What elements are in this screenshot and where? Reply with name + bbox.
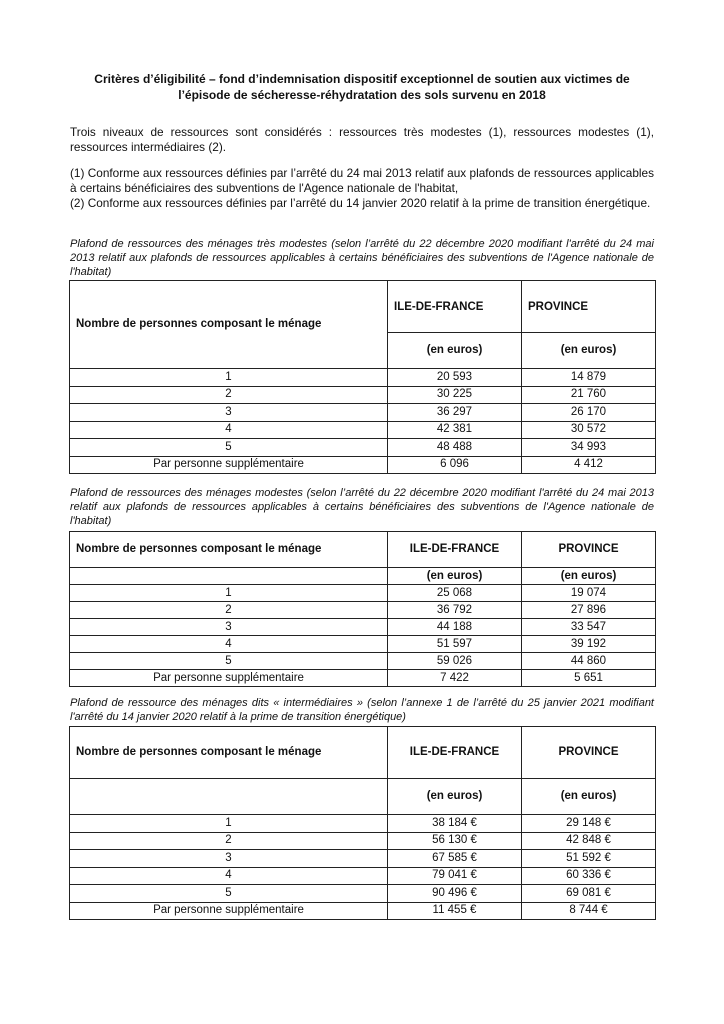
table-row (70, 902, 656, 920)
header-unit-province: (en euros) (522, 568, 656, 585)
row-province: 34 993 (522, 439, 656, 457)
row-idf: 59 026 (388, 653, 522, 670)
row-label: 1 (70, 369, 388, 387)
header-unit-province: (en euros) (522, 779, 656, 815)
row-idf: 79 041 € (388, 867, 522, 885)
row-idf: 90 496 € (388, 885, 522, 903)
row-idf: 6 096 (388, 456, 522, 474)
row-label: 2 (70, 602, 388, 619)
row-label: 3 (70, 850, 388, 868)
row-province: 5 651 (522, 670, 656, 687)
row-province: 29 148 € (522, 815, 656, 833)
row-province: 4 412 (522, 456, 656, 474)
header-unit-idf: (en euros) (388, 568, 522, 585)
row-province: 60 336 € (522, 867, 656, 885)
row-idf: 48 488 (388, 439, 522, 457)
row-label: 2 (70, 832, 388, 850)
row-province: 27 896 (522, 602, 656, 619)
note-2: (2) Conforme aux ressources définies par l’arrêté du 14 janvier 2020 relatif à la prime de transition énergétique. (70, 196, 651, 210)
table-row (70, 404, 656, 422)
row-province: 33 547 (522, 619, 656, 636)
row-label: Par personne supplémentaire (70, 456, 388, 474)
header-unit-idf: (en euros) (388, 779, 522, 815)
row-idf: 51 597 (388, 636, 522, 653)
table-row (70, 386, 656, 404)
row-label: 2 (70, 386, 388, 404)
table-row (70, 439, 656, 457)
table-intermediaires (69, 726, 656, 920)
row-idf: 25 068 (388, 585, 522, 602)
header-unit-idf: (en euros) (388, 333, 522, 369)
table-3-caption: Plafond de ressource des ménages dits « intermédiaires » (selon l’annexe 1 de l’arrêté du 25 janvier 2021 modifiant l'arrêté du 14 janvier 2020 relatif à la prime de transition énergétique) (70, 697, 654, 723)
table-row (70, 815, 656, 833)
table-row (70, 867, 656, 885)
row-idf: 36 792 (388, 602, 522, 619)
row-province: 51 592 € (522, 850, 656, 868)
row-province: 21 760 (522, 386, 656, 404)
row-label: 4 (70, 421, 388, 439)
row-idf: 7 422 (388, 670, 522, 687)
header-idf: ILE-DE-FRANCE (388, 281, 522, 333)
row-label: 4 (70, 636, 388, 653)
header-households: Nombre de personnes composant le ménage (70, 727, 388, 779)
row-idf: 11 455 € (388, 902, 522, 920)
table-row (70, 850, 656, 868)
row-province: 26 170 (522, 404, 656, 422)
row-label: Par personne supplémentaire (70, 670, 388, 687)
notes-paragraph (70, 166, 654, 211)
row-province: 14 879 (522, 369, 656, 387)
header-idf: ILE-DE-FRANCE (388, 727, 522, 779)
table-row (70, 885, 656, 903)
header-province: PROVINCE (522, 532, 656, 568)
row-idf: 67 585 € (388, 850, 522, 868)
table-row (70, 619, 656, 636)
page-title-line-2: l’épisode de sécheresse-réhydratation des sols survenu en 2018 (178, 88, 546, 102)
table-2-caption: Plafond de ressources des ménages modestes (selon l’arrêté du 22 décembre 2020 modifiant l'arrêté du 24 mai 2013 relatif aux plafonds de ressources applicables à certains bénéficiaires des subventions de l'Agence nationale de l'habitat) (70, 487, 654, 527)
table-row (70, 653, 656, 670)
note-1: (1) Conforme aux ressources définies par l’arrêté du 24 mai 2013 relatif aux plafonds de ressources applicables à certains bénéficiaires des subventions de l'Agence nationale de l'habitat, (70, 166, 654, 195)
row-idf: 30 225 (388, 386, 522, 404)
page-title (70, 71, 654, 103)
table-row (70, 636, 656, 653)
row-province: 30 572 (522, 421, 656, 439)
page-title-line-1: Critères d’éligibilité – fond d’indemnisation dispositif exceptionnel de soutien aux victimes de (94, 72, 630, 86)
header-empty-cell (70, 568, 388, 585)
header-idf: ILE-DE-FRANCE (388, 532, 522, 568)
row-label: 3 (70, 404, 388, 422)
header-province: PROVINCE (522, 727, 656, 779)
header-empty-cell (70, 779, 388, 815)
row-idf: 36 297 (388, 404, 522, 422)
table-1-caption: Plafond de ressources des ménages très modestes (selon l’arrêté du 22 décembre 2020 modifiant l'arrêté du 24 mai 2013 relatif aux plafonds de ressources applicables à certains bénéficiaires des subventions de l'Agence nationale de l'habitat) (70, 238, 654, 278)
row-label: 5 (70, 885, 388, 903)
header-households: Nombre de personnes composant le ménage (70, 281, 388, 369)
header-unit-province: (en euros) (522, 333, 656, 369)
row-province: 19 074 (522, 585, 656, 602)
row-idf: 20 593 (388, 369, 522, 387)
row-province: 8 744 € (522, 902, 656, 920)
row-idf: 56 130 € (388, 832, 522, 850)
row-label: 3 (70, 619, 388, 636)
table-row (70, 585, 656, 602)
row-label: Par personne supplémentaire (70, 902, 388, 920)
row-label: 1 (70, 585, 388, 602)
table-row (70, 456, 656, 474)
table-row (70, 602, 656, 619)
row-province: 44 860 (522, 653, 656, 670)
row-province: 69 081 € (522, 885, 656, 903)
row-label: 5 (70, 439, 388, 457)
table-tres-modestes (69, 280, 656, 474)
header-province: PROVINCE (522, 281, 656, 333)
row-idf: 44 188 (388, 619, 522, 636)
row-label: 4 (70, 867, 388, 885)
row-label: 1 (70, 815, 388, 833)
table-modestes (69, 531, 656, 687)
row-idf: 42 381 (388, 421, 522, 439)
header-households: Nombre de personnes composant le ménage (70, 532, 388, 568)
row-idf: 38 184 € (388, 815, 522, 833)
table-row (70, 832, 656, 850)
row-label: 5 (70, 653, 388, 670)
intro-paragraph: Trois niveaux de ressources sont considérés : ressources très modestes (1), ressources modestes (1), ressources intermédiaires (2). (70, 125, 654, 154)
row-province: 39 192 (522, 636, 656, 653)
row-province: 42 848 € (522, 832, 656, 850)
table-row (70, 421, 656, 439)
table-row (70, 369, 656, 387)
table-row (70, 670, 656, 687)
